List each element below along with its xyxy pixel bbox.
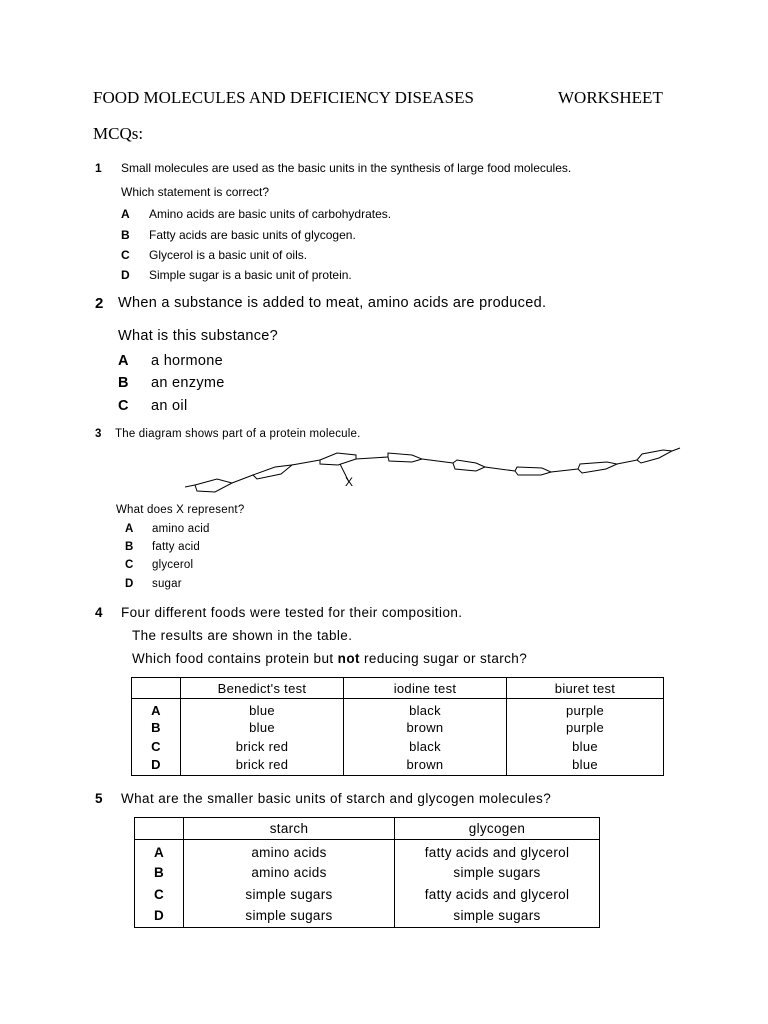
amino-acid-unit [637, 450, 672, 463]
option-text: Glycerol is a basic unit of oils. [149, 248, 308, 262]
row-letter: B [132, 718, 181, 737]
row-letter: D [132, 756, 181, 775]
peptide-bond [232, 457, 637, 483]
row-letter: D [135, 906, 184, 928]
options-list [121, 207, 621, 287]
table-row [132, 737, 664, 756]
amino-acid-unit [515, 467, 551, 475]
table-cell: blue [507, 737, 664, 756]
table-cell: amino acids [184, 862, 395, 884]
worksheet-label: WORKSHEET [558, 88, 663, 107]
worksheet-title: FOOD MOLECULES AND DEFICIENCY DISEASES [93, 88, 474, 107]
question-number: 5 [95, 791, 103, 806]
table-cell: brown [344, 718, 507, 737]
table-cell: fatty acids and glycerol [395, 884, 600, 906]
question-stem: Four different foods were tested for their composition. [121, 605, 463, 620]
option-text: sugar [152, 578, 182, 590]
table-cell: purple [507, 718, 664, 737]
table-cell: black [344, 699, 507, 719]
option-letter: A [118, 353, 129, 369]
question-2 [95, 295, 715, 420]
table-row [132, 699, 664, 719]
row-letter: B [135, 862, 184, 884]
results-table [131, 677, 664, 776]
amino-acid-unit [195, 479, 232, 492]
option-text: Amino acids are basic units of carbohydrates. [149, 207, 392, 221]
option-text: Simple sugar is a basic unit of protein. [149, 268, 352, 282]
table-cell: blue [181, 699, 344, 719]
option-letter: B [118, 375, 129, 391]
table-row [132, 756, 664, 775]
table-cell: blue [181, 718, 344, 737]
question-stem: What are the smaller basic units of starch and glycogen molecules? [121, 791, 552, 806]
prompt-emphasis: not [337, 651, 360, 666]
amino-acid-unit [253, 465, 292, 479]
option-text: Fatty acids are basic units of glycogen. [149, 228, 356, 242]
column-header [135, 818, 184, 840]
row-letter: C [132, 737, 181, 756]
question-number: 4 [95, 605, 103, 620]
option-text: a hormone [151, 353, 224, 369]
table-row [132, 718, 664, 737]
table-cell: brick red [181, 737, 344, 756]
amino-acid-unit [578, 462, 617, 473]
option-letter: A [125, 523, 134, 535]
option-text: glycerol [152, 559, 194, 571]
column-header: iodine test [344, 678, 507, 699]
option-text: an enzyme [151, 375, 225, 391]
table-cell: purple [507, 699, 664, 719]
prompt-text: Which food contains protein but [132, 651, 338, 666]
option-letter: D [125, 578, 134, 590]
table-cell: simple sugars [184, 906, 395, 928]
table-header-row [132, 678, 664, 699]
option-text: fatty acid [152, 541, 201, 553]
question-number: 1 [95, 161, 102, 175]
table-cell: brown [344, 756, 507, 775]
option-letter: D [121, 268, 130, 282]
table-cell: black [344, 737, 507, 756]
column-header: biuret test [507, 678, 664, 699]
question-stem: Small molecules are used as the basic units in the synthesis of large food molecules. [121, 161, 572, 175]
amino-acid-unit [320, 453, 356, 465]
question-4 [95, 605, 715, 675]
row-letter: A [132, 699, 181, 719]
table-row [135, 862, 600, 884]
option-text: an oil [151, 398, 188, 414]
column-header [132, 678, 181, 699]
units-table [134, 817, 600, 928]
option-letter: A [121, 207, 130, 221]
option-letter: C [118, 398, 129, 414]
option-letter: B [121, 228, 130, 242]
table-cell: fatty acids and glycerol [395, 840, 600, 862]
question-line: The results are shown in the table. [132, 628, 353, 643]
question-stem: When a substance is added to meat, amino acids are produced. [118, 295, 547, 311]
table-cell: simple sugars [395, 906, 600, 928]
diagram-label-x: X [345, 475, 354, 489]
option-letter: C [125, 559, 134, 571]
question-number: 2 [95, 295, 104, 312]
amino-acid-unit [388, 453, 422, 462]
table-cell: simple sugars [184, 884, 395, 906]
table-cell: amino acids [184, 840, 395, 862]
question-prompt: What is this substance? [118, 328, 279, 344]
option-text: amino acid [152, 523, 210, 535]
section-heading: MCQs: [93, 124, 144, 143]
table-header-row [135, 818, 600, 840]
question-5 [95, 791, 715, 813]
question-1 [95, 161, 715, 291]
table-row [135, 906, 600, 928]
question-stem: The diagram shows part of a protein molecule. [115, 428, 361, 440]
question-prompt [132, 651, 527, 666]
option-letter: B [125, 541, 134, 553]
table-cell: blue [507, 756, 664, 775]
amino-acid-unit [453, 460, 485, 471]
table-cell: simple sugars [395, 862, 600, 884]
column-header: glycogen [395, 818, 600, 840]
question-prompt: Which statement is correct? [121, 185, 270, 199]
protein-chain-diagram [185, 443, 685, 498]
row-letter: A [135, 840, 184, 862]
row-letter: C [135, 884, 184, 906]
question-3-options [95, 504, 495, 599]
question-number: 3 [95, 428, 102, 440]
chain-end [185, 448, 680, 487]
option-letter: C [121, 248, 130, 262]
question-prompt: What does X represent? [116, 504, 245, 516]
table-cell: brick red [181, 756, 344, 775]
column-header: Benedict's test [181, 678, 344, 699]
table-row [135, 884, 600, 906]
table-row [135, 840, 600, 862]
prompt-text: reducing sugar or starch? [359, 651, 528, 666]
column-header: starch [184, 818, 395, 840]
